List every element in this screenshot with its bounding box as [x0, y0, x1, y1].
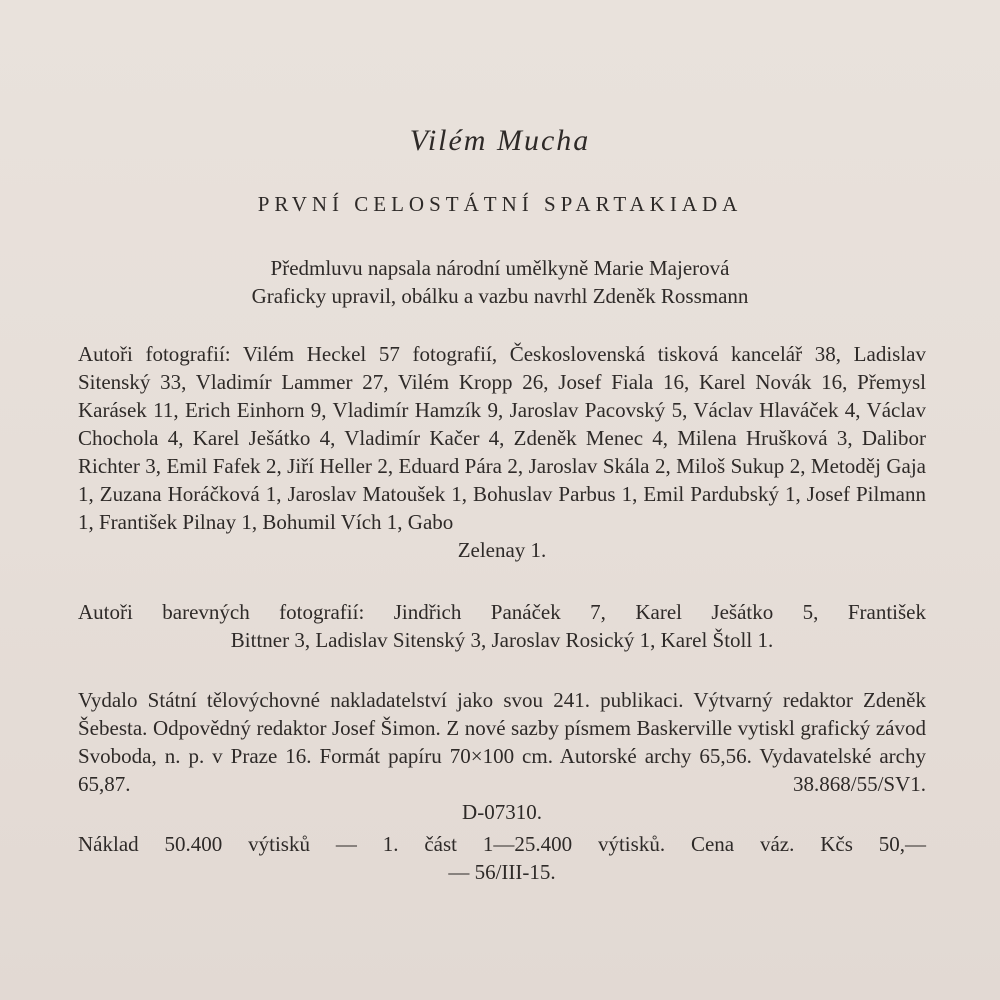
color-photo-authors-last-line: Bittner 3, Ladislav Sitenský 3, Jaroslav Rosický 1, Karel Štoll 1. — [230, 628, 774, 652]
author-name: Vilém Mucha — [409, 124, 591, 157]
foreword-credit: Předmluvu napsala národní umělkyně Marie Majerová — [270, 256, 730, 280]
print-run-last-line: — 56/III-15. — [448, 860, 556, 884]
design-credit: Graficky upravil, obálku a vazbu navrhl Zdeněk Rossmann — [251, 284, 749, 308]
publisher-info-text: Vydalo Státní tělovýchovné nakladatelství jako svou 241. publikaci. Výtvarný redaktor Zdeněk Šebesta. Odpovědný redaktor Josef Šimon. Z nové sazby písmem Baskerville vytiskl grafický závod Svoboda, n. p. v Praze 16. Formát papíru 70×100 cm. Autorské archy 65,56. Vydavatelské archy 65,87. 38.868/55/SV1. — [78, 688, 926, 796]
credits-section — [0, 254, 1000, 310]
publisher-code-line: D-07310. — [462, 800, 542, 824]
print-run-section — [78, 830, 926, 886]
publisher-info-section — [78, 686, 926, 826]
photo-authors-last-line: Zelenay 1. — [457, 538, 547, 562]
book-title: PRVNÍ CELOSTÁTNÍ SPARTAKIADA — [257, 192, 743, 216]
print-run-text: Náklad 50.400 výtisků — 1. část 1—25.400 výtisků. Cena váz. Kčs 50,— — [78, 832, 926, 856]
photo-authors-text: Autoři fotografií: Vilém Heckel 57 fotografií, Československá tisková kancelář 38, Ladislav Sitenský 33, Vladimír Lammer 27, Vilém Kropp 26, Josef Fiala 16, Karel Novák 16, Přemysl Karásek 11, Erich Einhorn 9, Vladimír Hamzík 9, Jaroslav Pacovský 5, Václav Hlaváček 4, Václav Chochola 4, Karel Ješátko 4, Vladimír Kačer 4, Zdeněk Menec 4, Milena Hrušková 3, Dalibor Richter 3, Emil Fafek 2, Jiří Heller 2, Eduard Pára 2, Jaroslav Skála 2, Miloš Sukup 2, Metoděj Gaja 1, Zuzana Horáčková 1, Jaroslav Matoušek 1, Bohuslav Parbus 1, Emil Pardubský 1, Josef Pilmann 1, František Pilnay 1, Bohumil Vích 1, Gabo — [78, 342, 926, 534]
photo-authors-section — [78, 340, 926, 564]
color-photo-authors-text: Autoři barevných fotografií: Jindřich Panáček 7, Karel Ješátko 5, František — [78, 600, 926, 624]
color-photo-authors-section — [78, 598, 926, 654]
